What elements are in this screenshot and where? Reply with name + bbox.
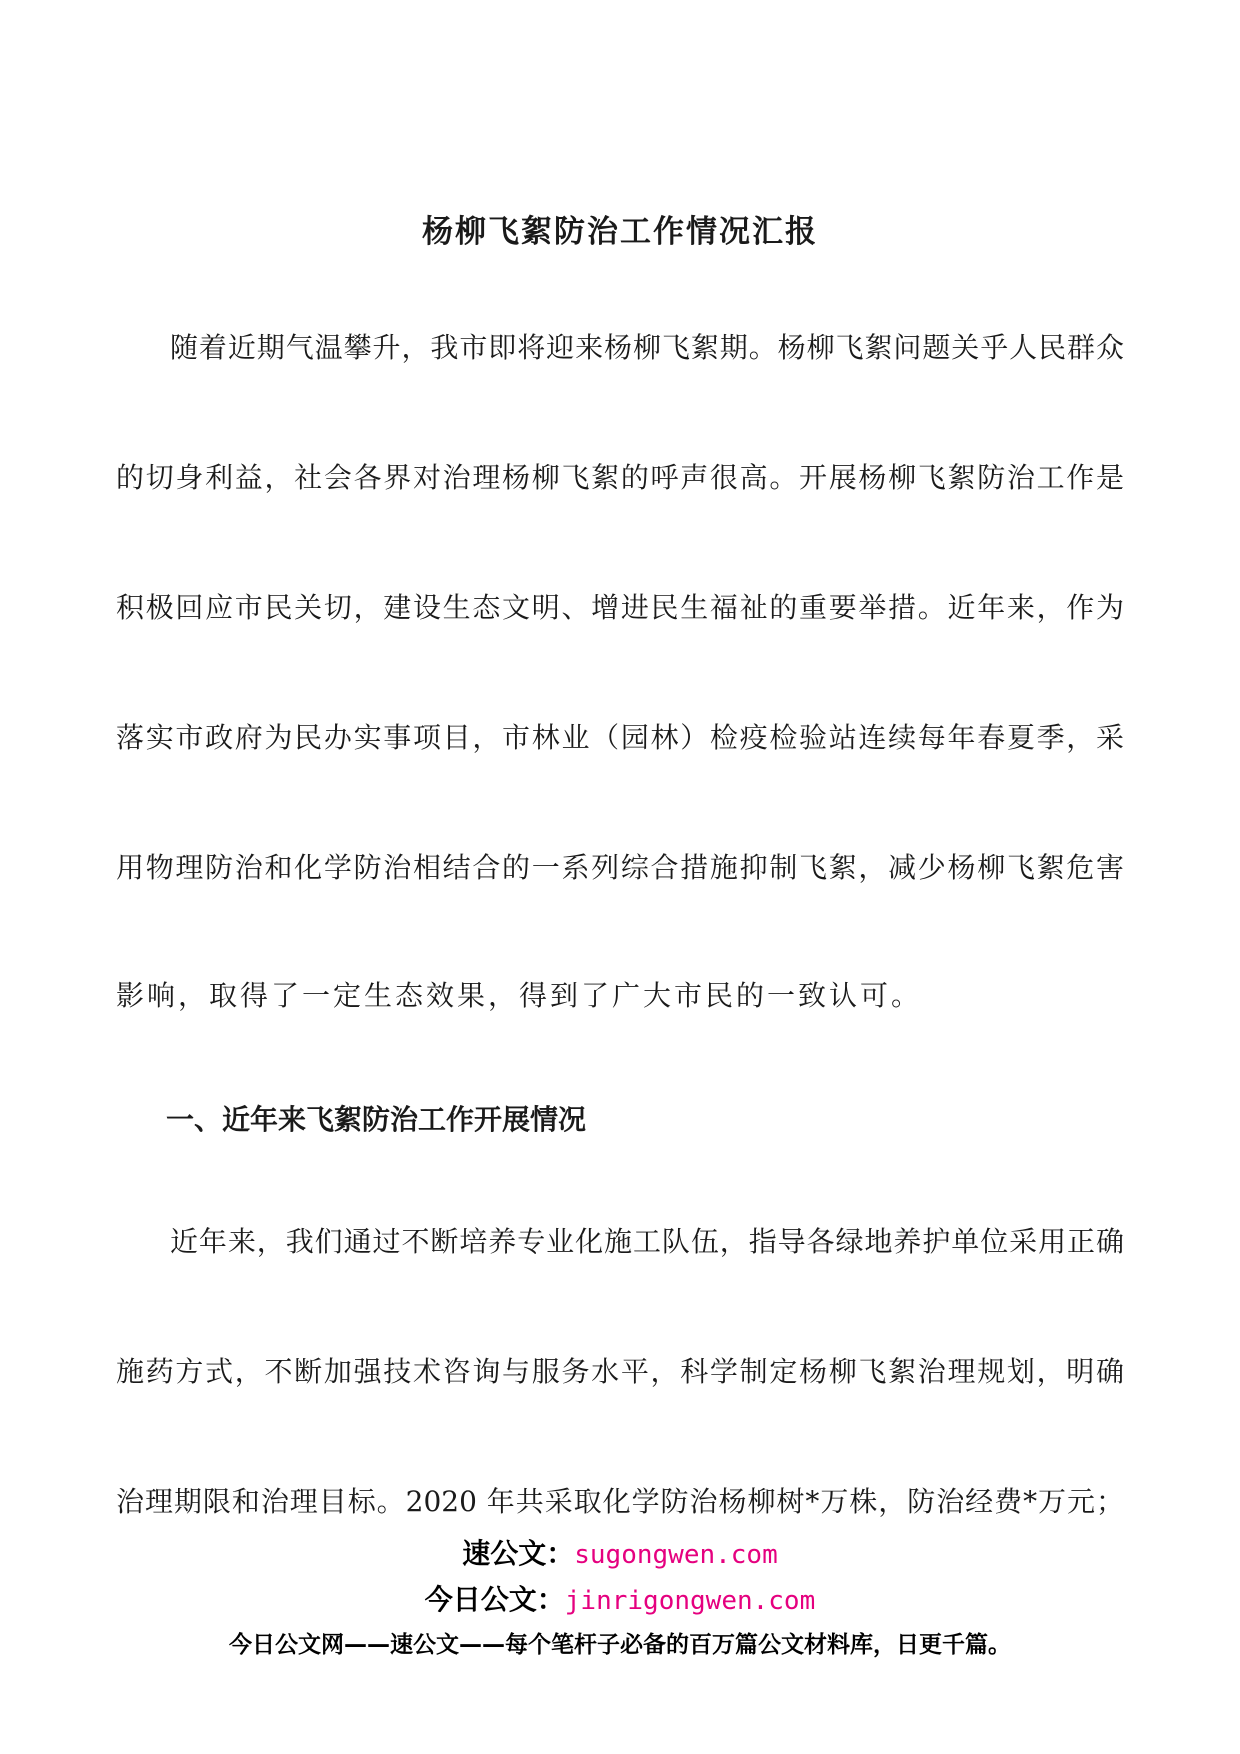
paragraph-line: 积极回应市民关切，建设生态文明、增进民生福祉的重要举措。近年来，作为 — [116, 591, 1124, 624]
footer-label: 速公文： — [462, 1537, 575, 1570]
paragraph-line: 近年来，我们通过不断培养专业化施工队伍，指导各绿地养护单位采用正确 — [170, 1225, 1124, 1258]
paragraph-line: 施药方式，不断加强技术咨询与服务水平，科学制定杨柳飞絮治理规划，明确 — [116, 1355, 1124, 1388]
footer-link-jinrigongwen[interactable]: jinrigongwen.com — [564, 1586, 816, 1616]
paragraph-line: 治理期限和治理目标。2020 年共采取化学防治杨柳树*万株，防治经费*万元； — [116, 1485, 1124, 1518]
document-title: 杨柳飞絮防治工作情况汇报 — [422, 214, 818, 250]
footer-link-sugongwen[interactable]: sugongwen.com — [574, 1540, 778, 1570]
paragraph-line: 的切身利益，社会各界对治理杨柳飞絮的呼声很高。开展杨柳飞絮防治工作是 — [116, 461, 1124, 494]
footer-label: 今日公文： — [424, 1583, 565, 1616]
footer-tagline: 今日公文网——速公文——每个笔杆子必备的百万篇公文材料库，日更千篇。 — [229, 1632, 1011, 1658]
paragraph-line: 随着近期气温攀升，我市即将迎来杨柳飞絮期。杨柳飞絮问题关乎人民群众 — [170, 331, 1124, 364]
footer-line-jinrigongwen — [0, 1578, 1240, 1618]
paragraph-line: 用物理防治和化学防治相结合的一系列综合措施抑制飞絮，减少杨柳飞絮危害 — [116, 851, 1124, 884]
paragraph-line: 落实市政府为民办实事项目，市林业（园林）检疫检验站连续每年春夏季，采 — [116, 721, 1124, 754]
paragraph-line: 影响，取得了一定生态效果，得到了广大市民的一致认可。 — [116, 979, 923, 1012]
section-heading: 一、近年来飞絮防治工作开展情况 — [166, 1103, 587, 1136]
footer-line-sugongwen — [0, 1532, 1240, 1572]
